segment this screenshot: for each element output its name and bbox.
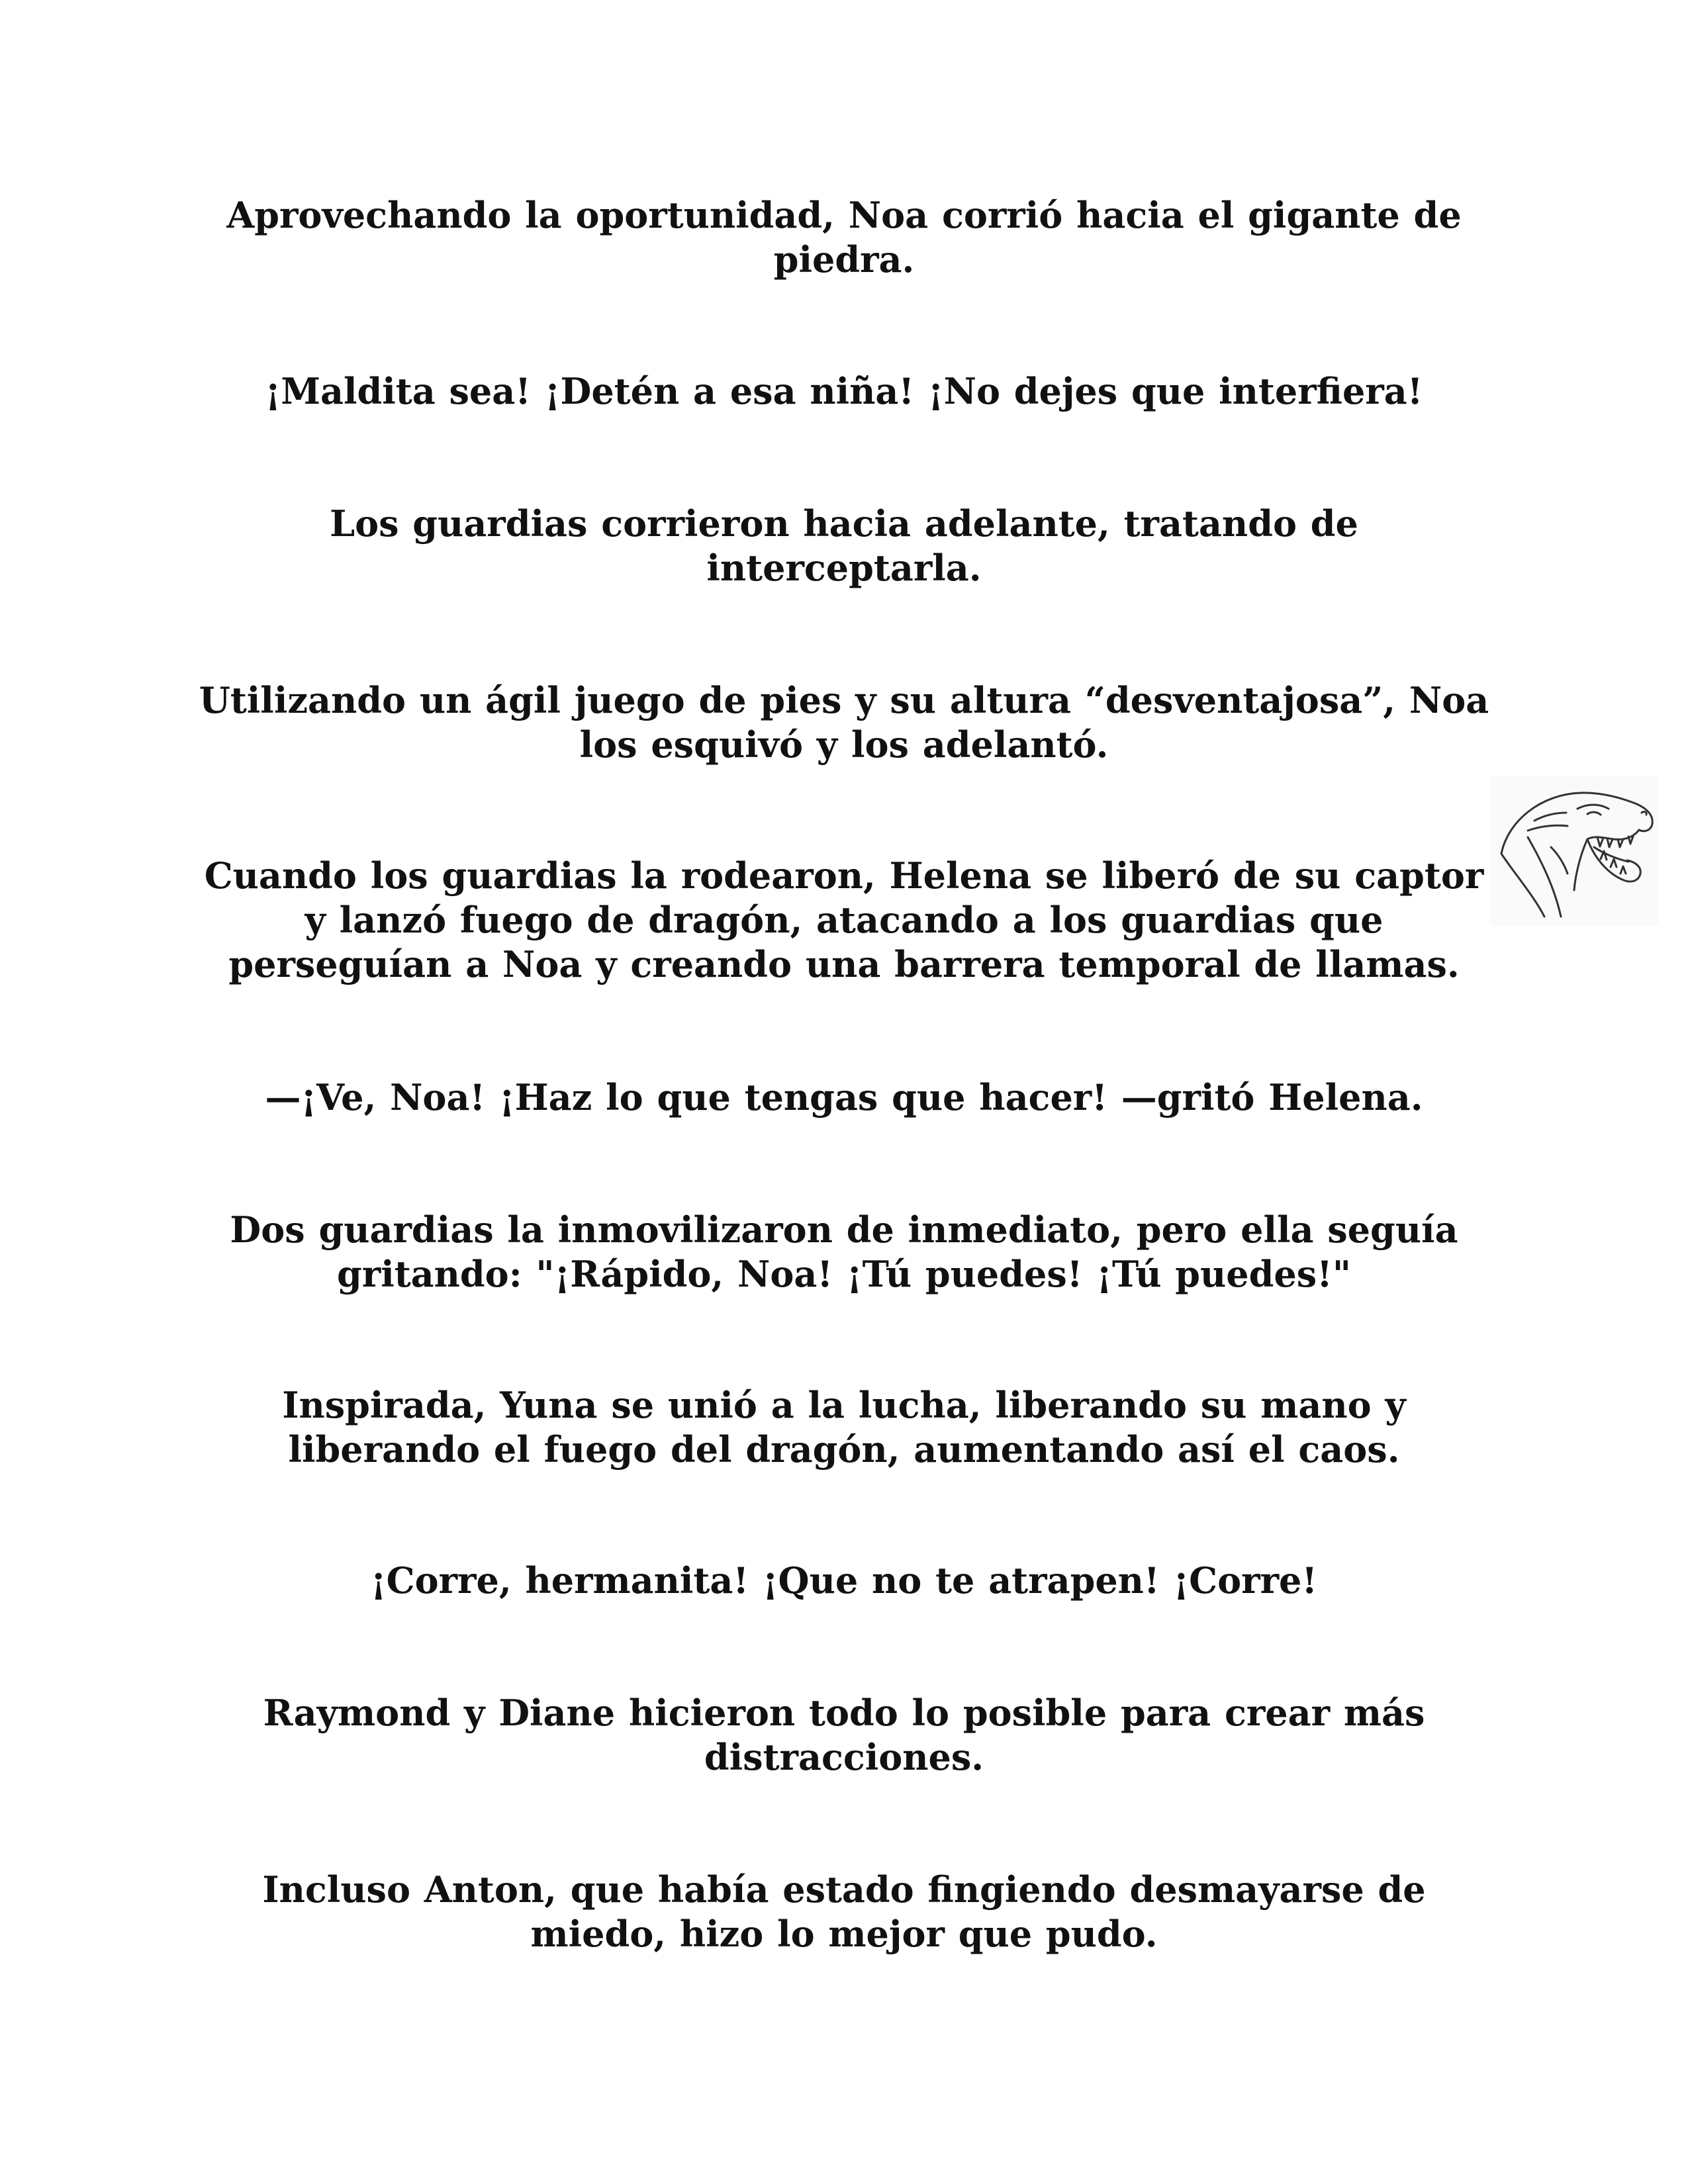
paragraph-4: Utilizando un ágil juego de pies y su altura “desventajosa”, Noa los esquivó y los adelantó. [199,679,1489,766]
paragraph-9: ¡Corre, hermanita! ¡Que no te atrapen! ¡Corre! [370,1559,1318,1602]
paragraph-5: Cuando los guardias la rodearon, Helena se liberó de su captor y lanzó fuego de dragón, atacando a los guardias que perseguían a Noa y creando una barrera temporal de llamas. [204,854,1484,985]
paragraph-6: —¡Ve, Noa! ¡Haz lo que tengas que hacer! —gritó Helena. [265,1076,1423,1118]
paragraph-8: Inspirada, Yuna se unió a la lucha, liberando su mano y liberando el fuego del dragón, aumentando así el caos. [282,1384,1406,1471]
paragraph-2: ¡Maldita sea! ¡Detén a esa niña! ¡No dejes que interfiera! [265,370,1423,412]
dragon-head-sketch-icon [1488,774,1660,927]
paragraph-11: Incluso Anton, que había estado fingiendo desmayarse de miedo, hizo lo mejor que pudo. [262,1868,1426,1955]
paragraph-7: Dos guardias la inmovilizaron de inmediato, pero ella seguía gritando: "¡Rápido, Noa! ¡Tú puedes! ¡Tú puedes!" [230,1208,1458,1295]
paragraph-3: Los guardias corrieron hacia adelante, tratando de interceptarla. [330,502,1358,589]
paragraph-10: Raymond y Diane hicieron todo lo posible para crear más distracciones. [263,1692,1425,1778]
paragraph-1: Aprovechando la oportunidad, Noa corrió hacia el gigante de piedra. [226,194,1462,281]
